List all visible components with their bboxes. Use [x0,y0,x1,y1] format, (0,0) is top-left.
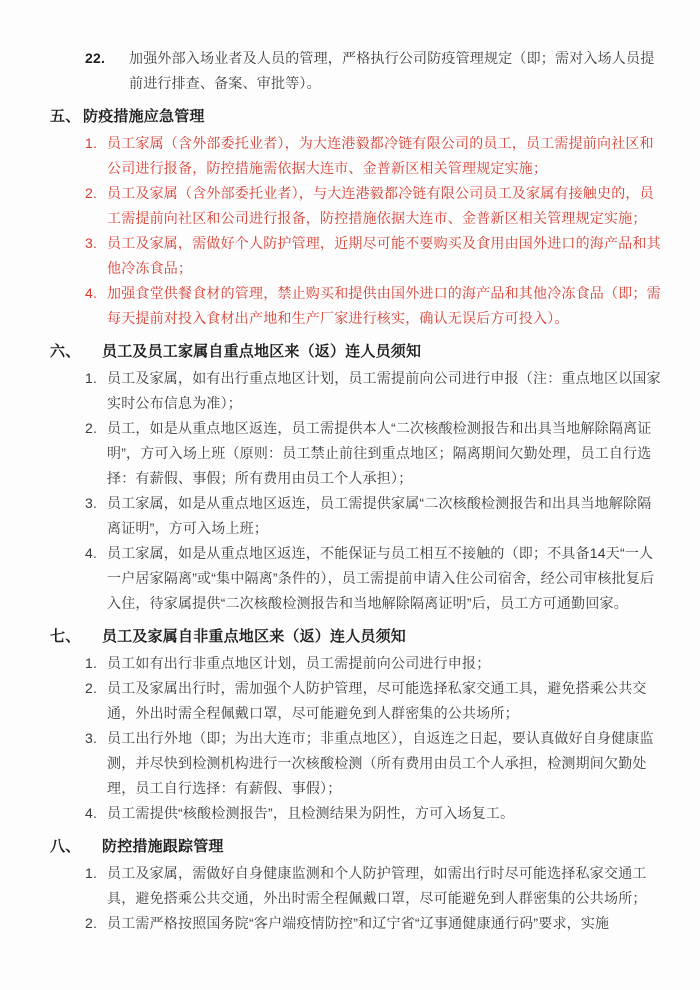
list-item [85,231,662,281]
item-text: 员工需严格按照国务院“客户端疫情防控”和辽宁省“辽事通健康通行码”要求，实施 [107,915,610,931]
section-title: 员工及员工家属自重点地区来（返）连人员须知 [102,343,422,360]
list-item [85,181,662,231]
item-number: 1. [85,135,98,151]
item-number: 22. [85,50,106,66]
item-text: 员工如有出行非重点地区计划，员工需提前向公司进行申报； [107,655,491,671]
section-number: 八、 [50,838,81,855]
item-text: 员工及家属，如有出行重点地区计划，员工需提前向公司进行申报（注：重点地区以国家实时公布信息为准）； [107,370,661,411]
document-section [50,624,662,826]
item-number: 1. [85,370,98,386]
list-item [85,416,662,491]
list-item [85,861,662,911]
list-item [85,541,662,616]
item-text: 员工家属，如是从重点地区返连，员工需提供家属“二次核酸检测报告和出具当地解除隔离证明”，方可入场上班； [107,495,652,536]
section-title: 防疫措施应急管理 [83,108,205,125]
section-title: 员工及家属自非重点地区来（返）连人员须知 [102,628,407,645]
section-heading [50,339,662,364]
section-number: 五、 [50,108,81,125]
list-item-carryover [85,46,662,96]
item-number: 3. [85,495,98,511]
section-number: 六、 [50,343,81,360]
item-number: 2. [85,185,98,201]
item-text: 员工家属（含外部委托业者），为大连港毅都冷链有限公司的员工，员工需提前向社区和公司进行报备，防控措施需依据大连市、金普新区相关管理规定实施； [107,135,654,176]
section-heading [50,834,662,859]
sections-container [50,104,662,936]
item-text: 员工需提供“核酸检测报告”，且检测结果为阴性，方可入场复工。 [107,805,515,821]
section-title: 防控措施跟踪管理 [102,838,224,855]
item-text: 员工及家属出行时，需加强个人防护管理，尽可能选择私家交通工具，避免搭乘公共交通，外出时需全程佩戴口罩，尽可能避免到人群密集的公共场所； [107,680,647,721]
section-items [50,131,662,331]
document-section [50,834,662,936]
item-text: 员工及家属，需做好自身健康监测和个人防护管理，如需出行时尽可能选择私家交通工具，避免搭乘公共交通，外出时需全程佩戴口罩，尽可能避免到人群密集的公共场所； [107,865,647,906]
item-text: 员工及家属（含外部委托业者），与大连港毅都冷链有限公司员工及家属有接触史的，员工需提前向社区和公司进行报备，防控措施依据大连市、金普新区相关管理规定实施； [107,185,654,226]
item-text: 加强食堂供餐食材的管理，禁止购买和提供由国外进口的海产品和其他冷冻食品（即；需每天提前对投入食材出产地和生产厂家进行核实，确认无误后方可投入）。 [107,285,661,326]
item-number: 4. [85,805,98,821]
item-text: 员工出行外地（即；为出大连市；非重点地区），自返连之日起，要认真做好自身健康监测，并尽快到检测机构进行一次核酸检测（所有费用由员工个人承担，检测期间欠勤处理，员工自行选择：有薪假、事假）； [107,730,654,796]
list-item [85,726,662,801]
document-section [50,339,662,616]
item-number: 2. [85,420,98,436]
item-number: 1. [85,865,98,881]
list-item [85,676,662,726]
item-number: 3. [85,235,98,251]
item-number: 1. [85,655,98,671]
list-item [85,366,662,416]
item-number: 3. [85,730,98,746]
section-number: 七、 [50,628,81,645]
item-number: 4. [85,285,98,301]
list-item [85,801,662,826]
section-items [50,366,662,616]
document-section [50,104,662,331]
item-text: 加强外部入场业者及人员的管理，严格执行公司防疫管理规定（即；需对入场人员提前进行排查、备案、审批等）。 [129,50,655,91]
item-number: 2. [85,680,98,696]
section-heading [50,104,662,129]
item-number: 2. [85,915,98,931]
item-text: 员工及家属，需做好个人防护管理，近期尽可能不要购买及食用由国外进口的海产品和其他冷冻食品； [107,235,661,276]
item-text: 员工，如是从重点地区返连，员工需提供本人“二次核酸检测报告和出具当地解除隔离证明”，方可入场上班（原则：员工禁止前往到重点地区；隔离期间欠勤处理，员工自行选择：有薪假、事假；所有费用由员工个人承担）； [107,420,652,486]
item-text: 员工家属，如是从重点地区返连，不能保证与员工相互不接触的（即；不具备14天“一人一户居家隔离”或“集中隔离”条件的），员工需提前申请入住公司宿舍，经公司审核批复后入住，待家属提供“二次核酸检测报告和当地解除隔离证明”后，员工方可通勤回家。 [107,545,655,611]
section-heading [50,624,662,649]
list-item [85,911,662,936]
list-item [85,491,662,541]
item-number: 4. [85,545,98,561]
list-item [85,651,662,676]
list-item [85,281,662,331]
section-items [50,861,662,936]
section-items [50,651,662,826]
list-item [85,131,662,181]
